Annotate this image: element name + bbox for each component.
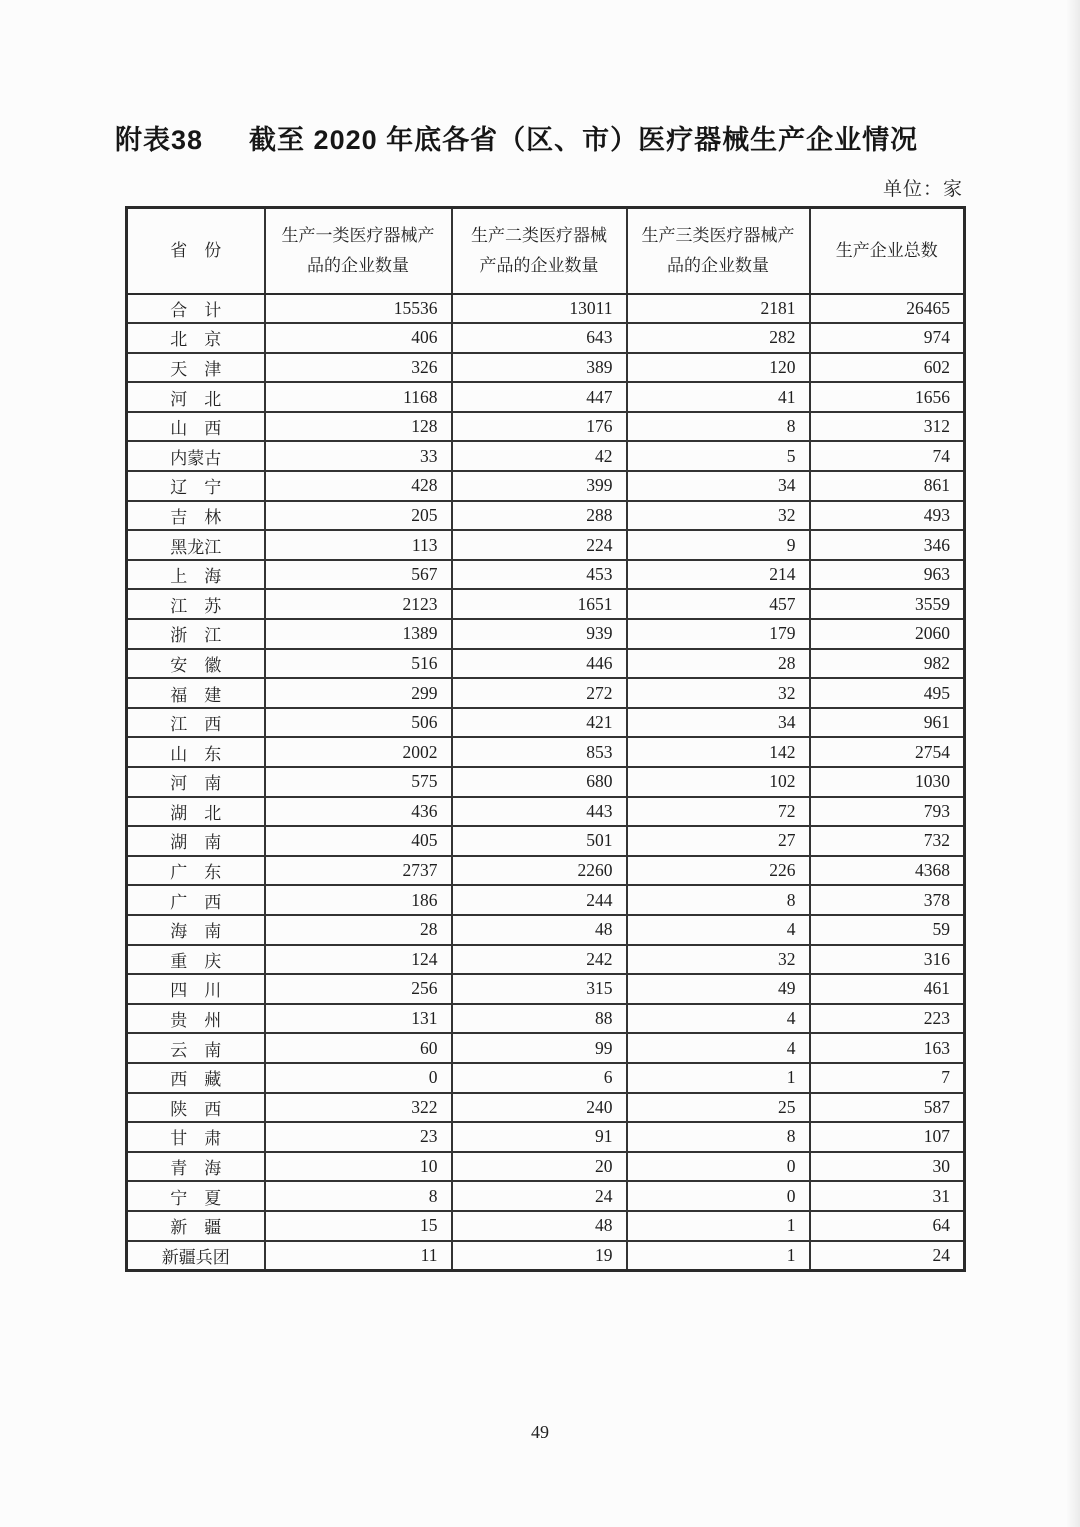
- cell-value: 27: [627, 826, 810, 856]
- table-row: [127, 856, 965, 886]
- province-name: 宁 夏: [127, 1181, 265, 1211]
- cell-value: 224: [452, 530, 627, 560]
- cell-value: 128: [265, 412, 452, 442]
- cell-value: 2754: [810, 737, 965, 767]
- cell-value: 8: [627, 1122, 810, 1152]
- table-row: [127, 1004, 965, 1034]
- province-name: 辽 宁: [127, 471, 265, 501]
- cell-value: 282: [627, 323, 810, 353]
- province-name: 贵 州: [127, 1004, 265, 1034]
- cell-value: 793: [810, 797, 965, 827]
- cell-value: 516: [265, 649, 452, 679]
- cell-value: 33: [265, 441, 452, 471]
- page-number: 49: [531, 1422, 549, 1442]
- cell-value: 59: [810, 915, 965, 945]
- cell-value: 5: [627, 441, 810, 471]
- cell-value: 256: [265, 974, 452, 1004]
- cell-value: 113: [265, 530, 452, 560]
- cell-value: 939: [452, 619, 627, 649]
- cell-value: 72: [627, 797, 810, 827]
- cell-value: 32: [627, 945, 810, 975]
- cell-value: 74: [810, 441, 965, 471]
- table-row: [127, 678, 965, 708]
- province-name: 安 徽: [127, 649, 265, 679]
- cell-value: 91: [452, 1122, 627, 1152]
- cell-value: 436: [265, 797, 452, 827]
- table-row: [127, 945, 965, 975]
- cell-value: 732: [810, 826, 965, 856]
- cell-value: 443: [452, 797, 627, 827]
- cell-value: 99: [452, 1033, 627, 1063]
- cell-value: 142: [627, 737, 810, 767]
- cell-value: 643: [452, 323, 627, 353]
- cell-value: 506: [265, 708, 452, 738]
- province-name: 广 东: [127, 856, 265, 886]
- table-row: [127, 471, 965, 501]
- cell-value: 8: [265, 1181, 452, 1211]
- cell-value: 315: [452, 974, 627, 1004]
- table-row: [127, 1152, 965, 1182]
- cell-value: 34: [627, 471, 810, 501]
- table-row: [127, 708, 965, 738]
- cell-value: 861: [810, 471, 965, 501]
- cell-value: 214: [627, 560, 810, 590]
- cell-value: 28: [265, 915, 452, 945]
- cell-value: 421: [452, 708, 627, 738]
- cell-value: 223: [810, 1004, 965, 1034]
- table-row: [127, 353, 965, 383]
- cell-value: 30: [810, 1152, 965, 1182]
- province-name: 西 藏: [127, 1063, 265, 1093]
- scan-edge-shading: [1066, 0, 1080, 1527]
- cell-value: 4: [627, 1004, 810, 1034]
- title-text: 截至 2020 年底各省（区、市）医疗器械生产企业情况: [249, 125, 919, 155]
- table-row: [127, 885, 965, 915]
- cell-value: 2181: [627, 294, 810, 324]
- cell-value: 453: [452, 560, 627, 590]
- cell-value: 4: [627, 1033, 810, 1063]
- cell-value: 107: [810, 1122, 965, 1152]
- table-row: [127, 501, 965, 531]
- cell-value: 176: [452, 412, 627, 442]
- cell-value: 11: [265, 1241, 452, 1271]
- table-row: [127, 530, 965, 560]
- province-name: 福 建: [127, 678, 265, 708]
- cell-value: 60: [265, 1033, 452, 1063]
- table-row: [127, 412, 965, 442]
- cell-value: 406: [265, 323, 452, 353]
- cell-value: 322: [265, 1093, 452, 1123]
- cell-value: 20: [452, 1152, 627, 1182]
- cell-value: 1651: [452, 589, 627, 619]
- appendix-table-label: 附表38: [115, 125, 204, 155]
- province-name: 湖 南: [127, 826, 265, 856]
- cell-value: 42: [452, 441, 627, 471]
- cell-value: 24: [810, 1241, 965, 1271]
- cell-value: 602: [810, 353, 965, 383]
- cell-value: 1: [627, 1241, 810, 1271]
- cell-value: 131: [265, 1004, 452, 1034]
- cell-value: 19: [452, 1241, 627, 1271]
- cell-value: 346: [810, 530, 965, 560]
- province-name: 甘 肃: [127, 1122, 265, 1152]
- column-header: 生产三类医疗器械产品的企业数量: [627, 208, 810, 294]
- cell-value: 1656: [810, 382, 965, 412]
- table-row: [127, 1241, 965, 1271]
- cell-value: 9: [627, 530, 810, 560]
- cell-value: 102: [627, 767, 810, 797]
- province-name: 上 海: [127, 560, 265, 590]
- cell-value: 0: [265, 1063, 452, 1093]
- cell-value: 186: [265, 885, 452, 915]
- column-header: 省 份: [127, 208, 265, 294]
- cell-value: 7: [810, 1063, 965, 1093]
- table-row: [127, 797, 965, 827]
- province-name: 山 西: [127, 412, 265, 442]
- cell-value: 24: [452, 1181, 627, 1211]
- table-header-row: [127, 208, 965, 294]
- cell-value: 205: [265, 501, 452, 531]
- cell-value: 41: [627, 382, 810, 412]
- cell-value: 34: [627, 708, 810, 738]
- province-name: 吉 林: [127, 501, 265, 531]
- table-row: [127, 323, 965, 353]
- cell-value: 88: [452, 1004, 627, 1034]
- cell-value: 316: [810, 945, 965, 975]
- province-name: 浙 江: [127, 619, 265, 649]
- unit-label: 单位：家: [882, 179, 963, 200]
- cell-value: 501: [452, 826, 627, 856]
- cell-value: 963: [810, 560, 965, 590]
- cell-value: 457: [627, 589, 810, 619]
- cell-value: 982: [810, 649, 965, 679]
- cell-value: 179: [627, 619, 810, 649]
- cell-value: 405: [265, 826, 452, 856]
- cell-value: 31: [810, 1181, 965, 1211]
- cell-value: 493: [810, 501, 965, 531]
- cell-value: 378: [810, 885, 965, 915]
- cell-value: 163: [810, 1033, 965, 1063]
- cell-value: 28: [627, 649, 810, 679]
- table-row: [127, 1122, 965, 1152]
- province-name: 江 西: [127, 708, 265, 738]
- cell-value: 680: [452, 767, 627, 797]
- province-name: 北 京: [127, 323, 265, 353]
- cell-value: 6: [452, 1063, 627, 1093]
- cell-value: 567: [265, 560, 452, 590]
- column-header: 生产二类医疗器械产品的企业数量: [452, 208, 627, 294]
- province-name: 新 疆: [127, 1211, 265, 1241]
- table-row: [127, 294, 965, 324]
- cell-value: 1389: [265, 619, 452, 649]
- cell-value: 120: [627, 353, 810, 383]
- page-title: [115, 118, 918, 157]
- cell-value: 2260: [452, 856, 627, 886]
- province-name: 湖 北: [127, 797, 265, 827]
- province-name: 河 北: [127, 382, 265, 412]
- cell-value: 1030: [810, 767, 965, 797]
- cell-value: 974: [810, 323, 965, 353]
- province-name: 黑龙江: [127, 530, 265, 560]
- cell-value: 8: [627, 412, 810, 442]
- province-name: 合 计: [127, 294, 265, 324]
- cell-value: 1168: [265, 382, 452, 412]
- cell-value: 461: [810, 974, 965, 1004]
- cell-value: 0: [627, 1152, 810, 1182]
- province-name: 内蒙古: [127, 441, 265, 471]
- cell-value: 48: [452, 1211, 627, 1241]
- cell-value: 587: [810, 1093, 965, 1123]
- table-row: [127, 737, 965, 767]
- table-row: [127, 1211, 965, 1241]
- cell-value: 853: [452, 737, 627, 767]
- cell-value: 389: [452, 353, 627, 383]
- cell-value: 575: [265, 767, 452, 797]
- cell-value: 399: [452, 471, 627, 501]
- cell-value: 299: [265, 678, 452, 708]
- cell-value: 13011: [452, 294, 627, 324]
- table-row: [127, 1181, 965, 1211]
- cell-value: 272: [452, 678, 627, 708]
- cell-value: 961: [810, 708, 965, 738]
- cell-value: 1: [627, 1211, 810, 1241]
- cell-value: 32: [627, 501, 810, 531]
- cell-value: 15: [265, 1211, 452, 1241]
- table-row: [127, 560, 965, 590]
- province-name: 青 海: [127, 1152, 265, 1182]
- province-name: 山 东: [127, 737, 265, 767]
- cell-value: 226: [627, 856, 810, 886]
- province-name: 云 南: [127, 1033, 265, 1063]
- table-row: [127, 1063, 965, 1093]
- cell-value: 312: [810, 412, 965, 442]
- cell-value: 288: [452, 501, 627, 531]
- cell-value: 242: [452, 945, 627, 975]
- cell-value: 0: [627, 1181, 810, 1211]
- table-row: [127, 441, 965, 471]
- province-name: 新疆兵团: [127, 1241, 265, 1271]
- cell-value: 48: [452, 915, 627, 945]
- cell-value: 32: [627, 678, 810, 708]
- cell-value: 26465: [810, 294, 965, 324]
- cell-value: 447: [452, 382, 627, 412]
- province-name: 重 庆: [127, 945, 265, 975]
- cell-value: 1: [627, 1063, 810, 1093]
- cell-value: 2123: [265, 589, 452, 619]
- table-row: [127, 767, 965, 797]
- table-row: [127, 382, 965, 412]
- province-name: 四 川: [127, 974, 265, 1004]
- cell-value: 244: [452, 885, 627, 915]
- cell-value: 8: [627, 885, 810, 915]
- cell-value: 3559: [810, 589, 965, 619]
- cell-value: 428: [265, 471, 452, 501]
- column-header: 生产一类医疗器械产品的企业数量: [265, 208, 452, 294]
- province-name: 海 南: [127, 915, 265, 945]
- cell-value: 495: [810, 678, 965, 708]
- cell-value: 2002: [265, 737, 452, 767]
- cell-value: 446: [452, 649, 627, 679]
- province-name: 广 西: [127, 885, 265, 915]
- table-row: [127, 1093, 965, 1123]
- cell-value: 10: [265, 1152, 452, 1182]
- table-row: [127, 619, 965, 649]
- cell-value: 64: [810, 1211, 965, 1241]
- cell-value: 4: [627, 915, 810, 945]
- cell-value: 124: [265, 945, 452, 975]
- province-statistics-table: [125, 206, 966, 1272]
- cell-value: 23: [265, 1122, 452, 1152]
- cell-value: 15536: [265, 294, 452, 324]
- column-header: 生产企业总数: [810, 208, 965, 294]
- table-row: [127, 915, 965, 945]
- cell-value: 4368: [810, 856, 965, 886]
- province-name: 河 南: [127, 767, 265, 797]
- table-row: [127, 974, 965, 1004]
- province-name: 江 苏: [127, 589, 265, 619]
- province-name: 陕 西: [127, 1093, 265, 1123]
- table-row: [127, 589, 965, 619]
- cell-value: 2060: [810, 619, 965, 649]
- table-row: [127, 826, 965, 856]
- cell-value: 2737: [265, 856, 452, 886]
- cell-value: 49: [627, 974, 810, 1004]
- cell-value: 326: [265, 353, 452, 383]
- cell-value: 25: [627, 1093, 810, 1123]
- cell-value: 240: [452, 1093, 627, 1123]
- province-name: 天 津: [127, 353, 265, 383]
- table-row: [127, 649, 965, 679]
- table-row: [127, 1033, 965, 1063]
